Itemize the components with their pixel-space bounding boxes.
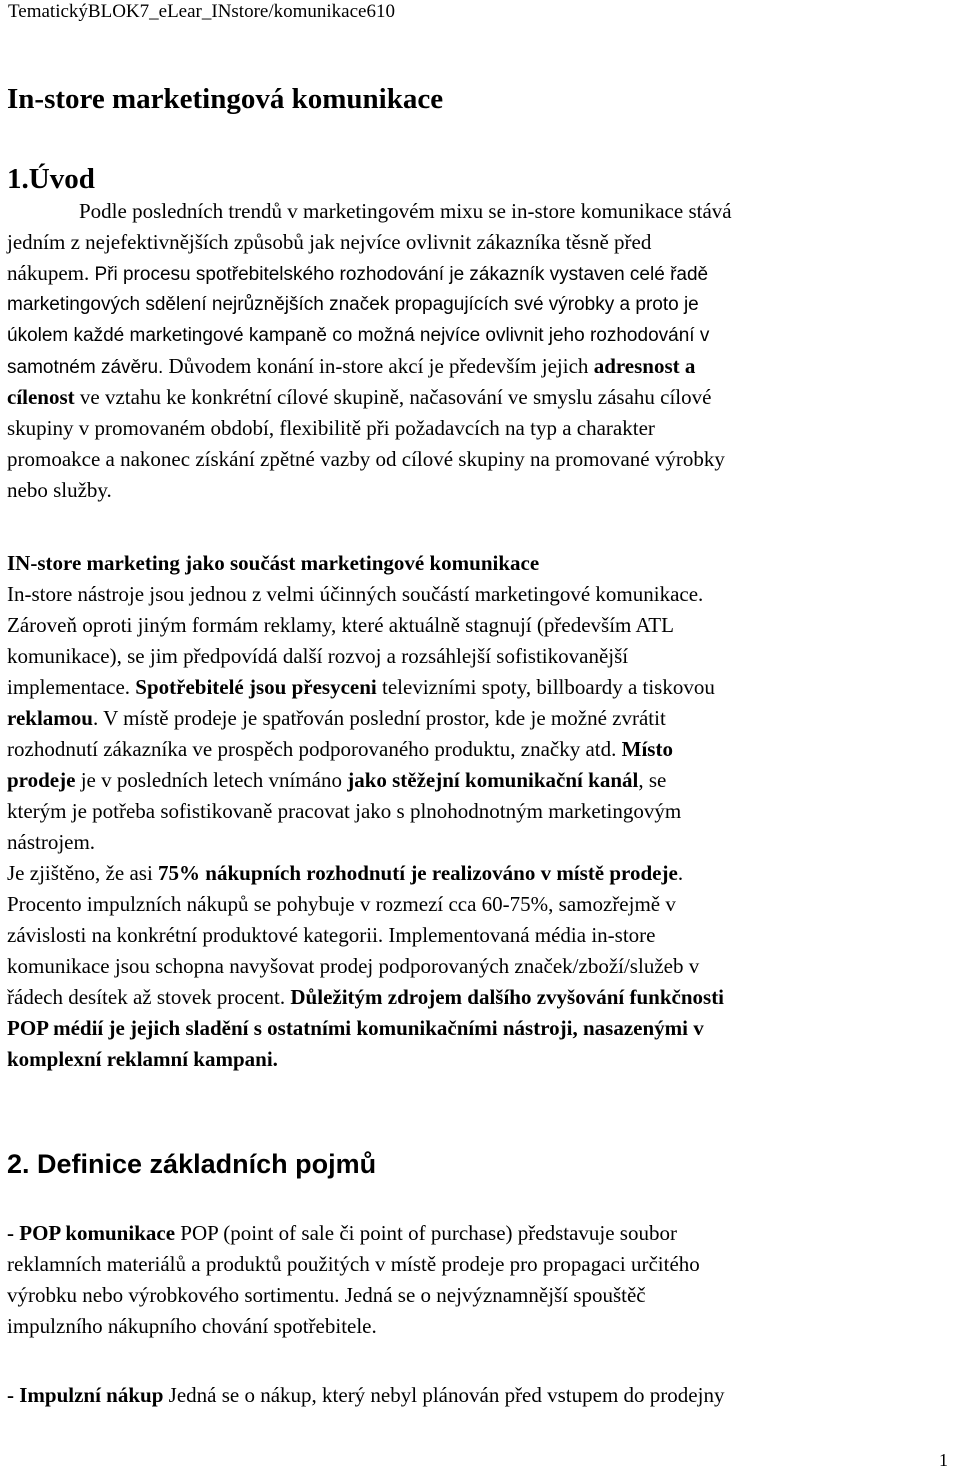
impulse-definition [7,1380,960,1411]
text-line: komunikace), se jim předpovídá další rozvoj a rozsáhlejší sofistikovanější [7,644,629,668]
text-line: Zároveň oproti jiným formám reklamy, které aktuálně stagnují (především ATL [7,613,674,637]
document-title: In-store marketingová komunikace [7,83,444,115]
document-header: TematickýBLOK7_eLear_INstore/komunikace610 [8,1,395,22]
text-line: cílenost ve vztahu ke konkrétní cílové skupině, načasování ve smyslu zásahu cílové [7,385,712,409]
term-impulse: - Impulzní nákup [7,1383,164,1407]
section-heading-definitions: 2. Definice základních pojmů [7,1149,377,1179]
text-line: - Impulzní nákup Jedná se o nákup, který nebyl plánován před vstupem do prodejny [7,1383,725,1407]
text-line: nástrojem. [7,830,96,854]
text-line: nákupem. Při procesu spotřebitelského rozhodování je zákazník vystaven celé řadě [7,261,709,285]
text-line: implementace. Spotřebitelé jsou přesyceni televizními spoty, billboardy a tiskovou [7,675,715,699]
text-line: In-store nástroje jsou jednou z velmi účinných součástí marketingové komunikace. [7,582,704,606]
text-line: reklamních materiálů a produktů použitých v místě prodeje pro propagaci určitého [7,1252,700,1276]
text-line: marketingových sdělení nejrůznějších značek propagujících své výrobky a proto je [7,294,699,315]
pop-definition [7,1218,960,1342]
text-line: promoakce a nakonec získání zpětné vazby od cílové skupiny na promované výrobky [7,447,725,471]
text-line: POP médií je jejich sladění s ostatními komunikačními nástroji, nasazenými v [7,1016,704,1040]
text-line: řádech desítek až stovek procent. Důležitým zdrojem dalšího zvyšování funkčnosti [7,985,725,1009]
text-line: závislosti na konkrétní produktové kategorii. Implementovaná média in-store [7,923,656,947]
text-line: komplexní reklamní kampani. [7,1047,278,1071]
text-line: Je zjištěno, že asi 75% nákupních rozhodnutí je realizováno v místě prodeje. [7,861,684,885]
text-line: samotném závěru. Důvodem konání in-store akcí je především jejich adresnost a [7,354,696,378]
text-line: výrobku nebo výrobkového sortimentu. Jedná se o nejvýznamnější spouštěč [7,1283,646,1307]
text-line: prodeje je v posledních letech vnímáno jako stěžejní komunikační kanál, se [7,768,667,792]
term-pop: - POP komunikace [7,1221,176,1245]
text-line: - POP komunikace POP (point of sale či point of purchase) představuje soubor [7,1221,677,1245]
text-line: skupiny v promovaném období, flexibilitě při požadavcích na typ a charakter [7,416,655,440]
text-line: kterým je potřeba sofistikovaně pracovat jako s plnohodnotným marketingovým [7,799,682,823]
text-line: Procento impulzních nákupů se pohybuje v rozmezí cca 60-75%, samozřejmě v [7,892,676,916]
instore-section [7,548,960,1075]
intro-paragraph [7,196,960,506]
text-line: jedním z nejefektivnějších způsobů jak nejvíce ovlivnit zákazníka těsně před [7,230,652,254]
text-line: rozhodnutí zákazníka ve prospěch podporovaného produktu, značky atd. Místo [7,737,673,761]
text-line: impulzního nákupního chování spotřebitele. [7,1314,377,1338]
text-line: Podle posledních trendů v marketingovém mixu se in-store komunikace stává [79,199,732,223]
text-line: nebo služby. [7,478,112,502]
text-line: reklamou. V místě prodeje je spatřován poslední prostor, kde je možné zvrátit [7,706,666,730]
subsection-heading: IN-store marketing jako součást marketingové komunikace [7,551,540,575]
text-line: komunikace jsou schopna navyšovat prodej podporovaných značek/zboží/služeb v [7,954,700,978]
text-line: úkolem každé marketingové kampaně co možná nejvíce ovlivnit jeho rozhodování v [7,325,710,346]
page-number: 1 [939,1450,948,1470]
section-heading-intro: 1.Úvod [7,163,95,195]
